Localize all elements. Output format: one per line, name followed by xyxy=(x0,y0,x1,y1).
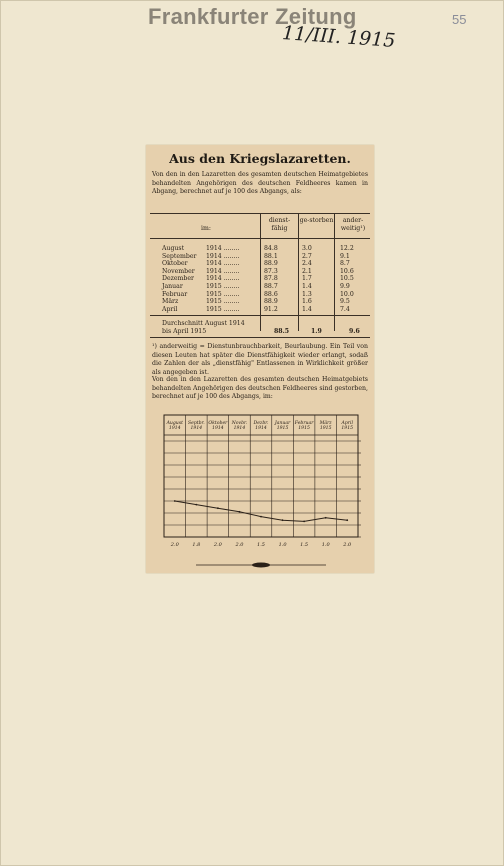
average-label-2: bis April 1915 xyxy=(162,328,207,335)
table-cell-month: August xyxy=(162,245,185,252)
table-cell-year: 1914 ........ xyxy=(206,245,240,252)
table-cell-month: März xyxy=(162,298,179,306)
table-cell-year: 1914 ........ xyxy=(206,252,240,260)
data-point xyxy=(282,519,284,521)
data-point xyxy=(260,516,262,518)
table-cell-gestorben: 3.0 xyxy=(302,245,312,252)
table-cell-gestorben: 1.3 xyxy=(302,290,312,298)
table-bottom-rule xyxy=(150,337,370,338)
table-cell-month: Oktober xyxy=(162,260,188,268)
handwritten-date: 11/III. 1915 xyxy=(281,22,397,52)
table-header-dienstfaehig: dienst-fähig xyxy=(268,217,291,232)
table-cell-gestorben: 1.7 xyxy=(302,275,312,283)
average-label-1: Durchschnitt August 1914 xyxy=(162,320,245,327)
data-point xyxy=(217,507,219,509)
table-cell-dienstfaehig: 88.9 xyxy=(264,260,278,268)
table-cell-dienstfaehig: 88.6 xyxy=(264,290,278,298)
table-cell-dienstfaehig: 91.2 xyxy=(264,305,278,313)
data-point xyxy=(303,521,305,523)
table-cell-month: September xyxy=(162,252,197,260)
data-point xyxy=(195,504,197,506)
chart-border xyxy=(164,415,358,537)
table-cell-month: Januar xyxy=(162,283,183,290)
data-point xyxy=(325,517,327,519)
table-cell-dienstfaehig: 88.9 xyxy=(264,298,278,306)
newspaper-stamp: Frankfurter Zeitung xyxy=(148,4,357,29)
table-cell-dienstfaehig: 88.7 xyxy=(264,283,278,290)
category-label: April 1915 xyxy=(341,421,354,431)
table-cell-gestorben: 2.7 xyxy=(302,252,312,260)
table-cell-month: April xyxy=(162,305,178,313)
average-gestorben: 1.9 xyxy=(311,328,322,335)
table-cell-month: Dezember xyxy=(162,275,194,283)
table-cell-dienstfaehig: 87.3 xyxy=(264,267,278,275)
table-cell-gestorben: 2.1 xyxy=(302,267,312,275)
table-cell-anderweitig: 8.7 xyxy=(340,260,350,268)
table-cell-gestorben: 2.4 xyxy=(302,260,312,268)
table-cell-anderweitig: 9.1 xyxy=(340,252,350,260)
average-anderweitig: 9.6 xyxy=(349,328,360,335)
table-cell-anderweitig: 12.2 xyxy=(340,245,354,252)
table-cell-year: 1914 ........ xyxy=(206,267,240,275)
table-cell-anderweitig: 9.9 xyxy=(340,283,350,290)
footnote: ¹) anderweitig = Dienstunbrauchbarkeit, Beurlaubung. Ein Teil von diesen Leuten hat später die Dienstfähigkeit wieder erlangt, sodaß die Zahlen der als „dienstfähig" Entlassenen in Wirklichkeit größer als angegeben ist. xyxy=(152,343,368,376)
average-dienstfaehig: 88.5 xyxy=(274,328,290,335)
table-header-gestorben: ge-storben xyxy=(299,217,334,224)
table-cell-dienstfaehig: 88.1 xyxy=(264,252,278,260)
category-label: Januar 1915 xyxy=(274,421,291,431)
category-label: März 1915 xyxy=(319,421,332,431)
bottom-tick-label: 1.0 xyxy=(321,542,330,548)
chart-intro: Von den in den Lazaretten des gesamten deutschen Heimatgebiets behandelten Angehörigen des deutschen Feldheeres sind gestorben, berechnet auf je 100 des Abgangs, im: xyxy=(152,376,368,401)
death-rate-chart xyxy=(160,413,366,553)
table-cell-anderweitig: 10.6 xyxy=(340,267,354,275)
article-title: Aus den Kriegslazaretten. xyxy=(169,151,351,166)
newspaper-clipping xyxy=(146,145,374,573)
page-number: 55 xyxy=(452,12,467,27)
table-cell-year: 1914 ........ xyxy=(206,260,240,268)
table-cell-gestorben: 1.4 xyxy=(302,283,312,290)
category-label: Dezbr. 1914 xyxy=(253,421,269,431)
bottom-tick-label: 1.8 xyxy=(192,542,201,548)
category-label: August 1914 xyxy=(166,421,183,431)
table-cell-year: 1915 ........ xyxy=(206,305,240,313)
table-cell-month: November xyxy=(162,267,195,275)
category-label: Oktober 1914 xyxy=(208,421,228,431)
table-header-anderweitig: ander-weitig¹) xyxy=(340,217,366,232)
data-point xyxy=(174,500,176,502)
category-label: Septbr. 1914 xyxy=(187,421,205,431)
table-cell-dienstfaehig: 84.8 xyxy=(264,245,278,252)
category-label: Novbr. 1914 xyxy=(231,421,248,431)
bottom-tick-label: 1.5 xyxy=(300,542,309,548)
table-cell-anderweitig: 10.5 xyxy=(340,275,354,283)
table-cell-gestorben: 1.6 xyxy=(302,298,312,306)
data-point xyxy=(239,511,241,513)
table-cell-anderweitig: 10.0 xyxy=(340,290,354,298)
table-row xyxy=(156,306,366,314)
table-cell-year: 1914 ........ xyxy=(206,275,240,283)
bottom-tick-label: 2.0 xyxy=(213,542,222,548)
table-header-im: im: xyxy=(201,225,211,232)
table-cell-dienstfaehig: 87.8 xyxy=(264,275,278,283)
bottom-tick-label: 1.5 xyxy=(257,542,265,548)
table-avg-rule xyxy=(150,315,370,316)
table-cell-year: 1915 ........ xyxy=(206,298,240,306)
table-cell-anderweitig: 7.4 xyxy=(340,305,350,313)
table-cell-year: 1915 ........ xyxy=(206,290,240,298)
table-cell-year: 1915 ........ xyxy=(206,283,240,290)
category-label: Februar 1915 xyxy=(294,421,314,431)
table-cell-anderweitig: 9.5 xyxy=(340,298,350,306)
table-cell-month: Februar xyxy=(162,290,188,298)
data-point xyxy=(346,519,348,521)
table-cell-gestorben: 1.4 xyxy=(302,305,312,313)
bottom-tick-label: 2.0 xyxy=(343,542,352,548)
article-intro: Von den in den Lazaretten des gesamten deutschen Heimatgebietes behandelten Angehörigen des deutschen Feldheeres kamen in Abgang, berechnet auf je 100 des Abgangs, als: xyxy=(152,171,368,196)
bottom-tick-label: 1.0 xyxy=(278,542,287,548)
ornamental-rule xyxy=(196,562,326,568)
bottom-tick-label: 2.0 xyxy=(170,542,179,548)
bottom-tick-label: 2.0 xyxy=(235,542,244,548)
series-line xyxy=(175,501,347,521)
